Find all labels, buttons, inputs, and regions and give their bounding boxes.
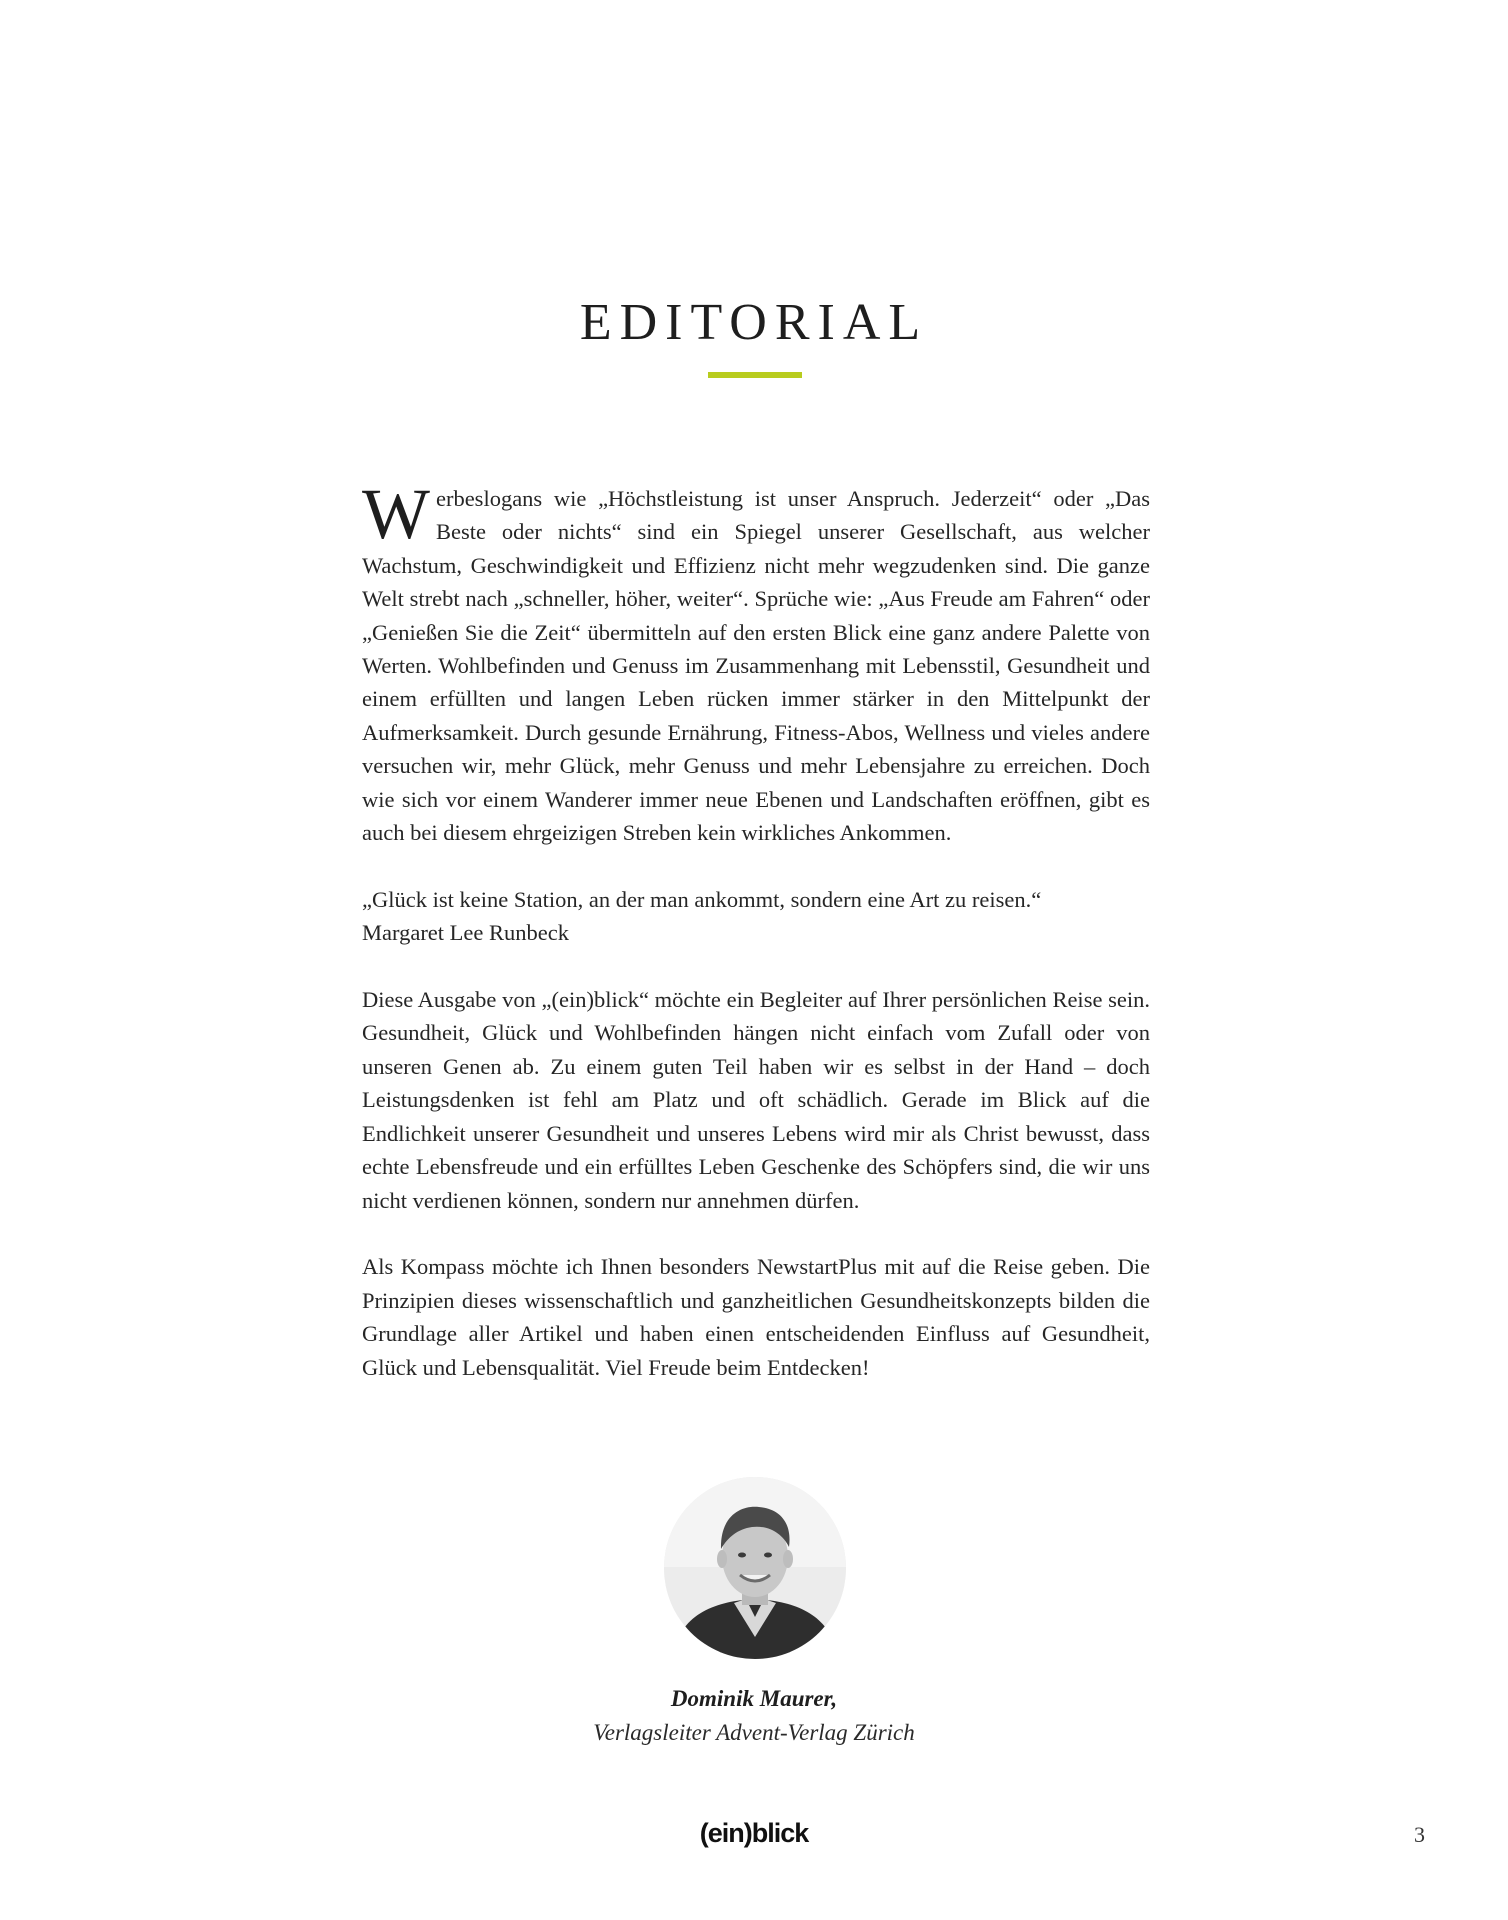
author-name: Dominik Maurer, [670,1686,838,1711]
quote-block [362,883,1150,950]
title-accent-rule [708,372,802,378]
article-paragraph-3: Als Kompass möchte ich Ihnen besonders NewstartPlus mit auf die Reise geben. Die Prinzipien dieses wissenschaftlich und ganzheitlichen Gesundheitskonzepts bilden die Grundlage aller Artikel und haben einen entscheidenden Einfluss auf Gesundheit, Glück und Lebensqualität. Viel Freude beim Entdecken! [362,1254,1150,1380]
page-number: 3 [1414,1822,1425,1847]
quote-text: „Glück ist keine Station, an der man ankommt, sondern eine Art zu reisen.“ [362,886,1042,912]
magazine-logo: (ein)blick [699,1818,809,1848]
dropcap-letter: W [362,474,430,554]
author-portrait [664,1477,846,1659]
article-paragraph-1 [362,474,1150,849]
page-title: EDITORIAL [579,293,929,351]
paragraph-1-text: erbeslogans wie „Höchstleistung ist unser Anspruch. Jederzeit“ oder „Das Beste oder nichts“ sind ein Spiegel unserer Gesellschaft, aus welcher Wachstum, Geschwindigkeit und Effizienz nicht mehr wegzudenken sind. Die ganze Welt strebt nach „schneller, höher, weiter“. Sprüche wie: „Aus Freude am Fahren“ oder „Genießen Sie die Zeit“ übermitteln auf den ersten Blick eine ganz andere Palette von Werten. Wohlbefinden und Genuss im Zusammenhang mit Lebensstil, Gesundheit und einem erfüllten und langen Leben rücken immer stärker in den Mittelpunkt der Aufmerksamkeit. Durch gesunde Ernährung, Fitness-Abos, Wellness und vieles andere versuchen wir, mehr Glück, mehr Genuss und mehr Lebensjahre zu erreichen. Doch wie sich vor einem Wanderer immer neue Ebenen und Landschaften eröffnen, gibt es auch bei diesem ehrgeizigen Streben kein wirkliches Ankommen. [362,486,1150,846]
author-role: Verlagsleiter Advent-Verlag Zürich [593,1720,915,1745]
article-paragraph-2: Diese Ausgabe von „(ein)blick“ möchte ein Begleiter auf Ihrer persönlichen Reise sein. Gesundheit, Glück und Wohlbefinden hängen nicht einfach vom Zufall oder von unseren Genen ab. Zu einem guten Teil haben wir es selbst in der Hand – doch Leistungsdenken ist fehl am Platz und oft schädlich. Gerade im Blick auf die Endlichkeit unserer Gesundheit und unseres Lebens wird mir als Christ bewusst, dass echte Lebensfreude und ein erfülltes Leben Geschenke des Schöpfers sind, die wir uns nicht verdienen können, sondern nur annehmen dürfen. [362,987,1150,1213]
quote-author: Margaret Lee Runbeck [362,920,569,946]
article-body [362,474,1150,1417]
author-portrait-drawing [664,1477,846,1659]
